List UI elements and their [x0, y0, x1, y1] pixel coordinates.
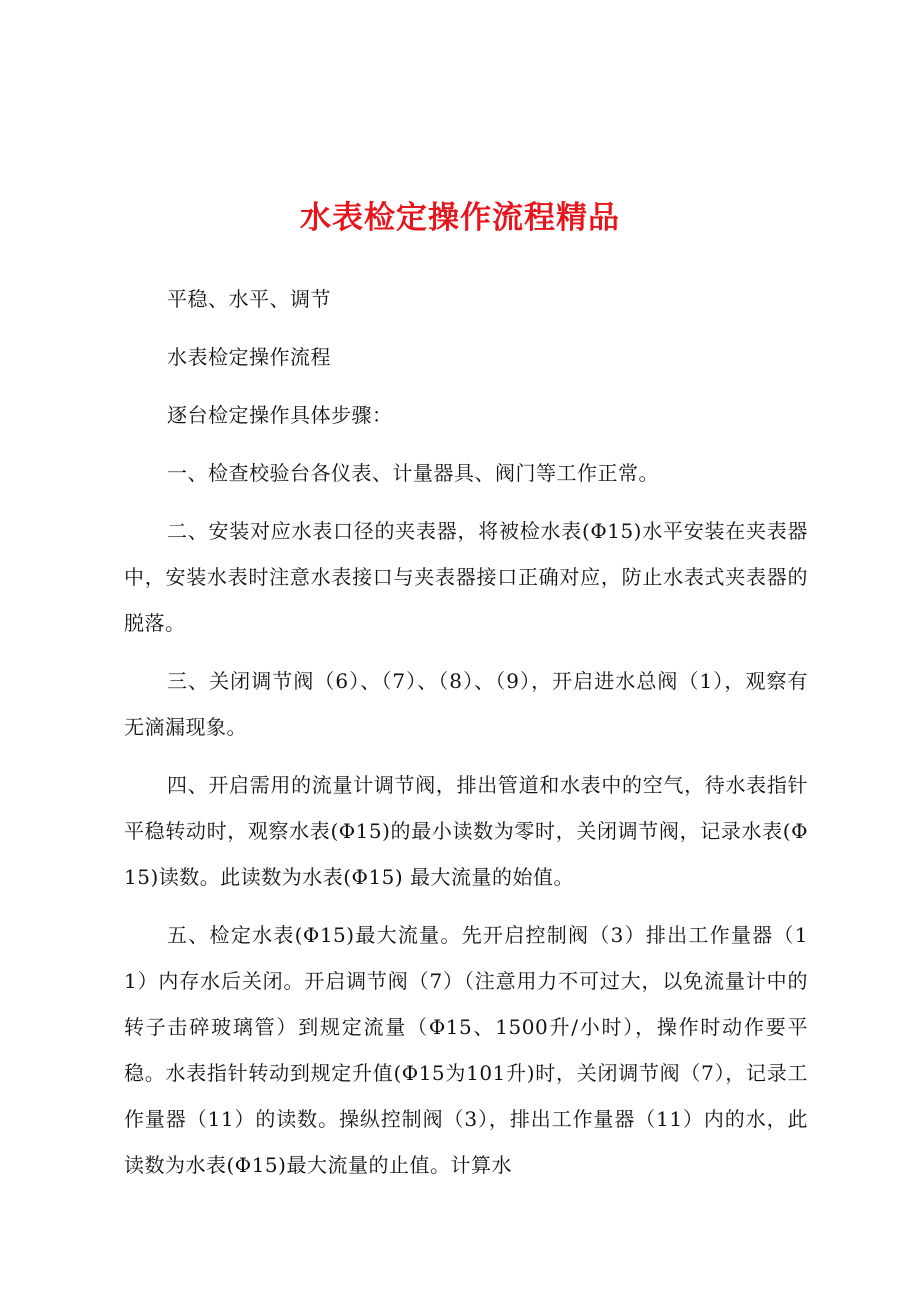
paragraph-step-3: 三、关闭调节阀（6）、（7）、（8）、（9），开启进水总阀（1），观察有无滴漏现象。: [124, 669, 808, 739]
paragraph-subtitle-2: 水表检定操作流程: [167, 345, 331, 369]
document-title: 水表检定操作流程精品: [300, 200, 620, 236]
paragraph-steps-heading: 逐台检定操作具体步骤：: [167, 403, 393, 427]
paragraph-step-5: 五、检定水表(Φ15)最大流量。先开启控制阀（3）排出工作量器（11）内存水后关闭。开启调节阀（7）（注意用力不可过大，以免流量计中的转子击碎玻璃管）到规定流量（Φ15、1500升/小时），操作时动作要平稳。水表指针转动到规定升值(Φ15为101升)时，关闭调节阀（7），记录工作量器（11）的读数。操纵控制阀（3），排出工作量器（11）内的水，此读数为水表(Φ15)最大流量的止值。计算水: [124, 923, 808, 1177]
document-body: [124, 276, 808, 1200]
paragraph-subtitle-1: 平稳、水平、调节: [167, 287, 331, 311]
paragraph-step-2: 二、安装对应水表口径的夹表器，将被检水表(Φ15)水平安装在夹表器中，安装水表时注意水表接口与夹表器接口正确对应，防止水表式夹表器的脱落。: [124, 519, 808, 635]
paragraph-step-1: 一、检查校验台各仪表、计量器具、阀门等工作正常。: [167, 461, 659, 485]
paragraph-step-4: 四、开启需用的流量计调节阀，排出管道和水表中的空气，待水表指针平稳转动时，观察水表(Φ15)的最小读数为零时，关闭调节阀，记录水表(Φ15)读数。此读数为水表(Φ15) 最大流量的始值。: [124, 773, 808, 889]
